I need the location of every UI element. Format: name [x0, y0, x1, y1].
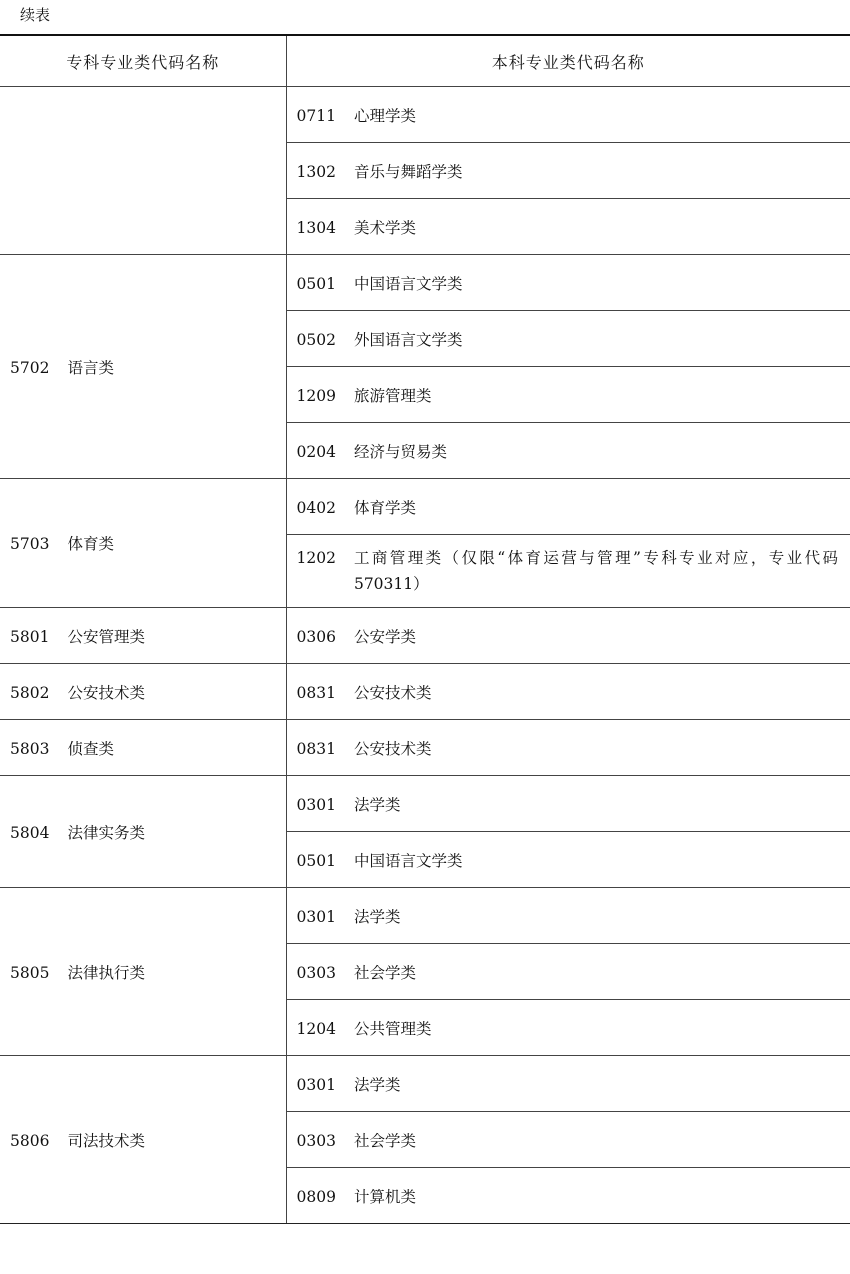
benke-code: 0303 [296, 1131, 336, 1150]
benke-code: 0402 [296, 498, 336, 517]
benke-name: 公共管理类 [353, 1019, 432, 1038]
zhuanke-name: 侦查类 [67, 739, 114, 758]
benke-cell [286, 720, 850, 776]
zhuanke-name: 法律实务类 [67, 823, 145, 842]
benke-name: 社会学类 [353, 1131, 416, 1150]
benke-code: 0501 [296, 851, 336, 870]
benke-cell [286, 832, 850, 888]
benke-code: 0204 [296, 442, 336, 461]
benke-code: 1202 [296, 549, 336, 567]
benke-name: 社会学类 [353, 963, 416, 982]
benke-cell [286, 423, 850, 479]
benke-code: 0303 [296, 963, 336, 982]
benke-name: 中国语言文学类 [353, 851, 463, 870]
zhuanke-code: 5802 [10, 683, 50, 702]
zhuanke-code: 5703 [10, 535, 50, 553]
benke-name: 法学类 [353, 795, 401, 814]
benke-name: 法学类 [353, 907, 401, 926]
benke-cell [286, 255, 850, 311]
benke-name: 体育学类 [353, 498, 416, 517]
zhuanke-name: 公安管理类 [67, 627, 145, 646]
zhuanke-name: 法律执行类 [67, 963, 145, 982]
zhuanke-name: 体育类 [67, 535, 114, 553]
zhuanke-code: 5804 [10, 823, 50, 842]
benke-code: 0301 [296, 907, 336, 926]
benke-code: 0502 [296, 330, 336, 349]
benke-name: 外国语言文学类 [353, 330, 463, 349]
zhuanke-cell [0, 479, 286, 608]
benke-name: 公安技术类 [353, 683, 432, 702]
zhuanke-code: 5801 [10, 627, 50, 646]
zhuanke-cell [0, 255, 286, 479]
benke-cell [286, 776, 850, 832]
benke-cell [286, 1000, 850, 1056]
major-mapping-table [0, 34, 850, 1224]
zhuanke-cell [0, 664, 286, 720]
benke-cell [286, 1168, 850, 1224]
benke-name: 美术学类 [353, 218, 416, 237]
benke-code: 0301 [296, 795, 336, 814]
benke-code: 0809 [296, 1187, 336, 1206]
benke-cell [286, 199, 850, 255]
zhuanke-name: 司法技术类 [67, 1131, 145, 1150]
benke-code: 0501 [296, 274, 336, 293]
benke-code: 0306 [296, 627, 336, 646]
benke-code: 1209 [296, 386, 336, 405]
benke-code: 0831 [296, 739, 336, 758]
benke-name: 计算机类 [353, 1187, 416, 1206]
benke-cell [286, 1112, 850, 1168]
zhuanke-cell [0, 720, 286, 776]
zhuanke-code: 5803 [10, 739, 50, 758]
benke-name: 音乐与舞蹈学类 [353, 162, 463, 181]
zhuanke-cell [0, 1056, 286, 1224]
benke-code: 1302 [296, 162, 336, 181]
benke-code: 1304 [296, 218, 336, 237]
benke-cell [286, 888, 850, 944]
header-zhuanke: 专科专业类代码名称 [0, 35, 286, 87]
table-caption: 续表 [20, 6, 51, 24]
zhuanke-cell [0, 888, 286, 1056]
benke-code: 1204 [296, 1019, 336, 1038]
benke-name: 公安学类 [353, 627, 416, 646]
benke-cell [286, 944, 850, 1000]
benke-name: 中国语言文学类 [353, 274, 463, 293]
zhuanke-code: 5805 [10, 963, 50, 982]
benke-name: 公安技术类 [353, 739, 432, 758]
benke-cell [286, 143, 850, 199]
benke-code: 0831 [296, 683, 336, 702]
benke-cell [286, 535, 850, 608]
benke-name: 经济与贸易类 [353, 442, 447, 461]
zhuanke-name: 语言类 [67, 358, 114, 377]
benke-name: 法学类 [353, 1075, 401, 1094]
header-benke: 本科专业类代码名称 [286, 35, 850, 87]
zhuanke-code: 5806 [10, 1131, 50, 1150]
zhuanke-cell [0, 776, 286, 888]
benke-cell [286, 87, 850, 143]
zhuanke-name: 公安技术类 [67, 683, 145, 702]
zhuanke-cell [0, 87, 286, 255]
benke-cell [286, 608, 850, 664]
benke-code: 0301 [296, 1075, 336, 1094]
benke-name: 工商管理类（仅限“体育运营与管理”专科专业对应，专业代码 570311） [353, 549, 838, 593]
benke-cell [286, 664, 850, 720]
benke-name: 旅游管理类 [353, 386, 432, 405]
zhuanke-code: 5702 [10, 358, 50, 377]
benke-code: 0711 [296, 106, 336, 125]
benke-cell [286, 1056, 850, 1112]
benke-cell [286, 367, 850, 423]
benke-name: 心理学类 [353, 106, 416, 125]
benke-cell [286, 479, 850, 535]
benke-cell [286, 311, 850, 367]
zhuanke-cell [0, 608, 286, 664]
